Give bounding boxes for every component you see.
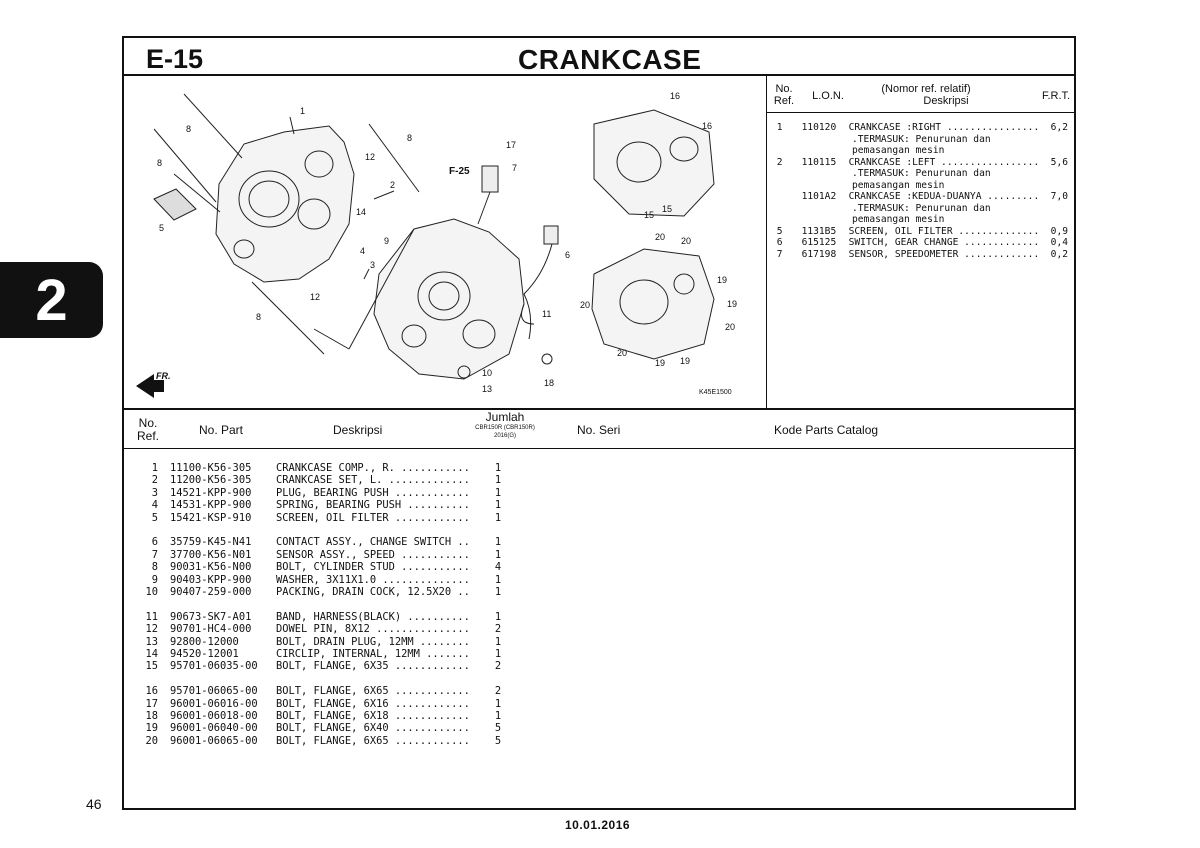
svg-text:8: 8 bbox=[407, 133, 413, 143]
diagram-divider bbox=[766, 76, 767, 409]
parts-row: 11 90673-SK7-A01 BAND, HARNESS(BLACK) .......... 1 bbox=[145, 610, 502, 623]
frt-row: 6 615125 SWITCH, GEAR CHANGE ............. 0,4 bbox=[776, 237, 1068, 248]
svg-text:13: 13 bbox=[482, 384, 493, 394]
svg-text:6: 6 bbox=[565, 250, 571, 260]
diagram-bottom-divider bbox=[122, 408, 1076, 410]
crankcase-exploded-diagram bbox=[124, 74, 764, 408]
parts-header-part: No. Part bbox=[199, 423, 244, 437]
frt-table bbox=[770, 122, 1070, 260]
parts-row: 19 96001-06040-00 BOLT, FLANGE, 6X40 ............ 5 bbox=[145, 722, 502, 735]
svg-text:15: 15 bbox=[644, 210, 655, 220]
svg-text:18: 18 bbox=[544, 378, 555, 388]
svg-text:19: 19 bbox=[680, 356, 691, 366]
front-arrow-label: FR. bbox=[156, 371, 171, 381]
svg-text:19: 19 bbox=[727, 299, 738, 309]
svg-text:12: 12 bbox=[365, 152, 376, 162]
parts-row: 16 95701-06065-00 BOLT, FLANGE, 6X65 ............ 2 bbox=[145, 685, 502, 698]
svg-text:12: 12 bbox=[310, 292, 321, 302]
svg-text:3: 3 bbox=[370, 260, 376, 270]
parts-header-desc: Deskripsi bbox=[333, 423, 383, 437]
svg-text:8: 8 bbox=[256, 312, 262, 322]
svg-text:17: 17 bbox=[506, 140, 517, 150]
parts-row: 13 92800-12000 BOLT, DRAIN PLUG, 12MM ........ 1 bbox=[145, 635, 502, 648]
footer-date: 10.01.2016 bbox=[565, 818, 631, 832]
frt-row: pemasangan mesin bbox=[852, 214, 945, 225]
parts-row: 8 90031-K56-N00 BOLT, CYLINDER STUD ........... 4 bbox=[151, 561, 502, 574]
section-tab-number: 2 bbox=[35, 267, 68, 333]
parts-row: 3 14521-KPP-900 PLUG, BEARING PUSH ............ 1 bbox=[151, 486, 502, 499]
svg-text:15: 15 bbox=[662, 204, 673, 214]
parts-row: 12 90701-HC4-000 DOWEL PIN, 8X12 ............... 2 bbox=[145, 623, 502, 636]
frt-row: 1101A2 CRANKCASE :KEDUA-DUANYA ......... 7,0 bbox=[801, 191, 1068, 202]
frt-row: pemasangan mesin bbox=[852, 145, 945, 156]
svg-text:5: 5 bbox=[159, 223, 165, 233]
svg-text:20: 20 bbox=[617, 348, 628, 358]
parts-row: 9 90403-KPP-900 WASHER, 3X11X1.0 .............. 1 bbox=[151, 573, 502, 586]
parts-row: 5 15421-KSP-910 SCREEN, OIL FILTER ............ 1 bbox=[151, 511, 502, 524]
svg-text:20: 20 bbox=[655, 232, 666, 242]
parts-row: 7 37700-K56-N01 SENSOR ASSY., SPEED ........... 1 bbox=[151, 548, 502, 561]
parts-header-no: No. Ref. bbox=[136, 416, 159, 443]
reference-label: F-25 bbox=[449, 166, 470, 177]
svg-text:20: 20 bbox=[681, 236, 692, 246]
parts-header-seri: No. Seri bbox=[577, 423, 621, 437]
parts-header-kode: Kode Parts Catalog bbox=[774, 423, 879, 437]
parts-row: 15 95701-06035-00 BOLT, FLANGE, 6X35 ............ 2 bbox=[145, 660, 502, 673]
svg-text:19: 19 bbox=[655, 358, 666, 368]
frt-row: 7 617198 SENSOR, SPEEDOMETER ............. 0,2 bbox=[776, 248, 1068, 260]
parts-row: 1 11100-K56-305 CRANKCASE COMP., R. ........... 1 bbox=[151, 462, 502, 474]
svg-text:1: 1 bbox=[300, 106, 306, 116]
parts-row: 10 90407-259-000 PACKING, DRAIN COCK, 12.5X20 .. 1 bbox=[145, 586, 502, 599]
svg-text:10: 10 bbox=[482, 368, 493, 378]
svg-text:8: 8 bbox=[186, 124, 192, 134]
frt-row: 1 110120 CRANKCASE :RIGHT ................ 6,2 bbox=[776, 122, 1068, 133]
parts-row: 20 96001-06065-00 BOLT, FLANGE, 6X65 ............ 5 bbox=[145, 734, 502, 747]
section-tab bbox=[0, 262, 103, 338]
parts-row: 4 14531-KPP-900 SPRING, BEARING PUSH .......... 1 bbox=[151, 499, 502, 512]
image-code: K45E1500 bbox=[699, 389, 732, 396]
svg-text:19: 19 bbox=[717, 275, 728, 285]
svg-text:14: 14 bbox=[356, 207, 367, 217]
section-code: E-15 bbox=[146, 44, 204, 74]
svg-text:4: 4 bbox=[360, 246, 366, 256]
frt-header-lon: L.O.N. bbox=[812, 90, 844, 102]
svg-text:16: 16 bbox=[702, 121, 713, 131]
svg-text:11: 11 bbox=[542, 309, 552, 319]
frt-row: 5 1131B5 SCREEN, OIL FILTER .............. 0,9 bbox=[776, 225, 1068, 237]
parts-row: 6 35759-K45-N41 CONTACT ASSY., CHANGE SWITCH .. 1 bbox=[151, 536, 502, 549]
svg-text:9: 9 bbox=[384, 236, 390, 246]
frt-row: .TERMASUK: Penurunan dan bbox=[852, 168, 991, 179]
frt-header-no: No. Ref. bbox=[773, 83, 795, 107]
frt-row: pemasangan mesin bbox=[852, 179, 945, 191]
parts-header-divider bbox=[122, 448, 1076, 449]
parts-row: 18 96001-06018-00 BOLT, FLANGE, 6X18 ............ 1 bbox=[145, 710, 502, 723]
parts-row: 2 11200-K56-305 CRANKCASE SET, L. ............. 1 bbox=[151, 474, 502, 487]
svg-text:16: 16 bbox=[670, 91, 681, 101]
parts-row: 14 94520-12001 CIRCLIP, INTERNAL, 12MM ....... 1 bbox=[145, 648, 502, 661]
page-number: 46 bbox=[86, 796, 102, 812]
svg-text:7: 7 bbox=[512, 163, 518, 173]
frt-header-desc: (Nomor ref. relatif) Deskripsi bbox=[881, 83, 971, 107]
frt-row: 2 110115 CRANKCASE :LEFT ................. 5,6 bbox=[776, 156, 1068, 168]
svg-text:8: 8 bbox=[157, 158, 163, 168]
svg-text:20: 20 bbox=[580, 300, 591, 310]
frt-row: .TERMASUK: Penurunan dan bbox=[852, 133, 991, 145]
page-title: CRANKCASE bbox=[518, 44, 702, 75]
parts-row: 17 96001-06016-00 BOLT, FLANGE, 6X16 ............ 1 bbox=[145, 697, 502, 710]
frt-row: .TERMASUK: Penurunan dan bbox=[852, 202, 991, 214]
svg-text:20: 20 bbox=[725, 322, 736, 332]
frt-header-frt: F.R.T. bbox=[1041, 90, 1071, 102]
parts-header-jumlah: Jumlah CBR150R (CBR150R) 2016(G) bbox=[475, 410, 535, 439]
parts-list bbox=[136, 462, 508, 747]
svg-text:2: 2 bbox=[390, 180, 396, 190]
frt-header-divider bbox=[767, 112, 1076, 113]
